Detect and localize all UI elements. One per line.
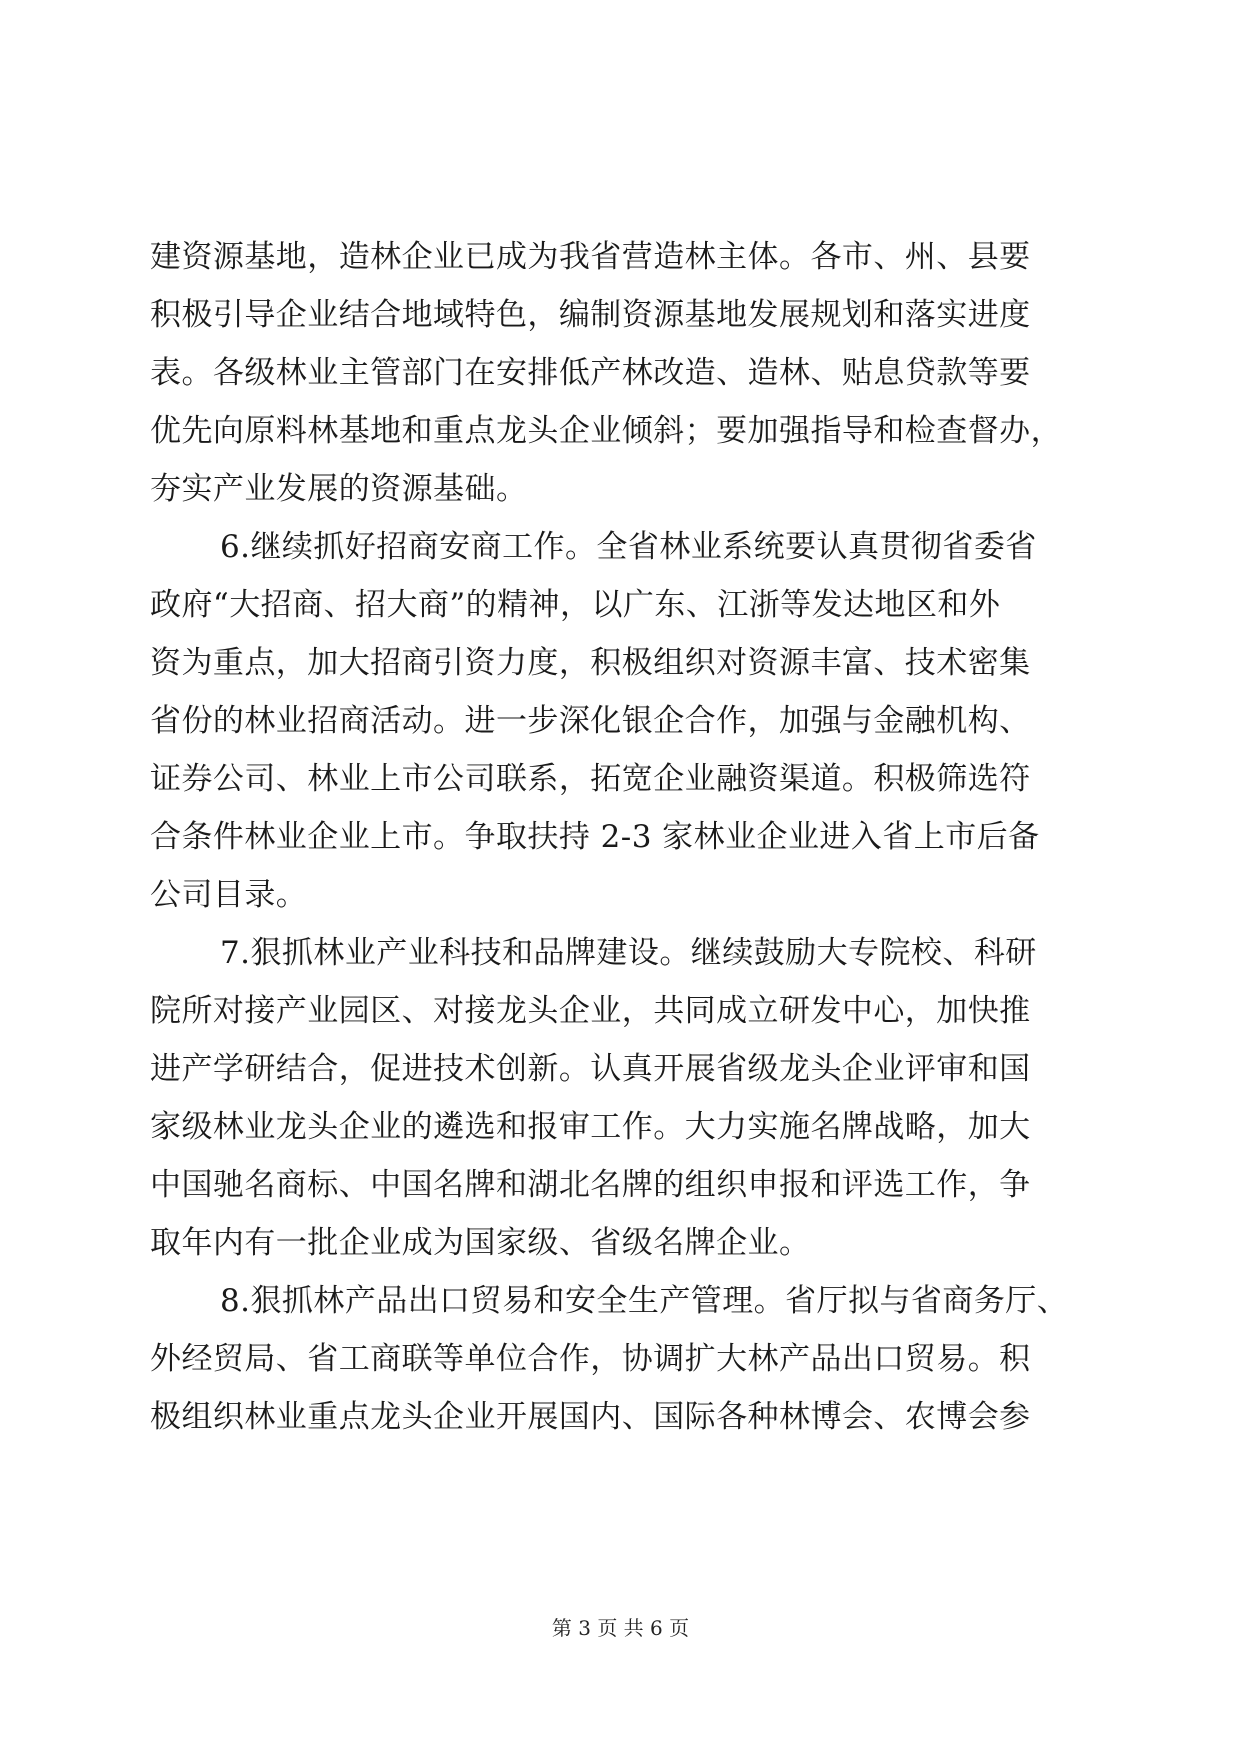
paragraph-line: 优先向原料林基地和重点龙头企业倾斜；要加强指导和检查督办， [150, 413, 1063, 449]
paragraph-line: 6.继续抓好招商安商工作。全省林业系统要认真贯彻省委省 [220, 529, 1037, 565]
paragraph-7 [150, 924, 1110, 1272]
paragraph-6 [150, 518, 1110, 924]
body-text [150, 228, 1110, 1446]
page-footer: 第 3 页 共 6 页 [551, 1616, 690, 1640]
paragraph-line: 院所对接产业园区、对接龙头企业，共同成立研发中心，加快推 [150, 993, 1031, 1029]
paragraph-line: 进产学研结合，促进技术创新。认真开展省级龙头企业评审和国 [150, 1051, 1031, 1087]
paragraph-line: 7.狠抓林业产业科技和品牌建设。继续鼓励大专院校、科研 [220, 935, 1037, 971]
paragraph-line: 8.狠抓林产品出口贸易和安全生产管理。省厅拟与省商务厅、 [220, 1283, 1069, 1319]
paragraph-line: 积极引导企业结合地域特色，编制资源基地发展规划和落实进度 [150, 297, 1031, 333]
paragraph-line: 省份的林业招商活动。进一步深化银企合作，加强与金融机构、 [150, 703, 1031, 739]
paragraph-line: 资为重点，加大招商引资力度，积极组织对资源丰富、技术密集 [150, 645, 1031, 681]
paragraph-line: 合条件林业企业上市。争取扶持 2-3 家林业企业进入省上市后备 [150, 819, 1040, 855]
paragraph-8 [150, 1272, 1110, 1446]
paragraph-line: 夯实产业发展的资源基础。 [150, 471, 528, 507]
paragraph-line: 证券公司、林业上市公司联系，拓宽企业融资渠道。积极筛选符 [150, 761, 1031, 797]
paragraph-line: 中国驰名商标、中国名牌和湖北名牌的组织申报和评选工作，争 [150, 1167, 1031, 1203]
paragraph-line: 公司目录。 [150, 877, 308, 913]
paragraph-line: 家级林业龙头企业的遴选和报审工作。大力实施名牌战略，加大 [150, 1109, 1031, 1145]
paragraph-0 [150, 228, 1110, 518]
paragraph-line: 取年内有一批企业成为国家级、省级名牌企业。 [150, 1225, 811, 1261]
paragraph-line: 极组织林业重点龙头企业开展国内、国际各种林博会、农博会参 [150, 1399, 1031, 1435]
paragraph-line: 外经贸局、省工商联等单位合作，协调扩大林产品出口贸易。积 [150, 1341, 1031, 1377]
paragraph-line: 政府“大招商、招大商”的精神，以广东、江浙等发达地区和外 [150, 587, 1001, 623]
paragraph-line: 建资源基地，造林企业已成为我省营造林主体。各市、州、县要 [150, 239, 1031, 275]
paragraph-line: 表。各级林业主管部门在安排低产林改造、造林、贴息贷款等要 [150, 355, 1031, 391]
